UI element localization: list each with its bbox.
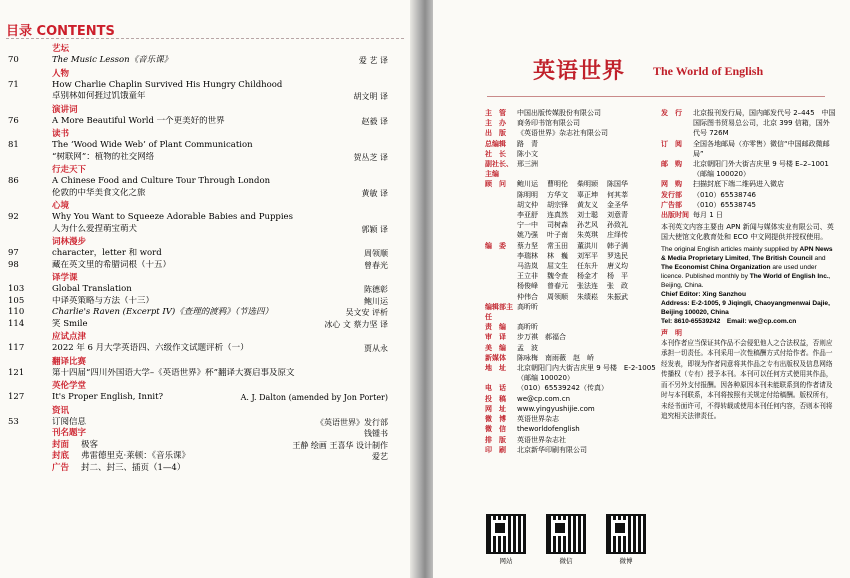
toc-entry[interactable] xyxy=(0,284,410,296)
person-name: 仲伟合 xyxy=(517,292,538,301)
entry-title: How Charlie Chaplin Survived His Hungry Childhood xyxy=(52,79,283,90)
masthead-value: 北京朝阳门内大街吉庆里 9 号楼 E-2-1005（邮编 100020） xyxy=(517,364,656,383)
toc-entry[interactable] xyxy=(0,248,410,260)
intro-en xyxy=(661,245,836,290)
intro-en-publisher: The World of English Inc. xyxy=(749,272,829,280)
person-name: 朱英琪 xyxy=(577,231,598,240)
masthead-key: 主 办 xyxy=(485,119,506,128)
person-name: 鲍川运 xyxy=(517,180,538,189)
entry-credit: 贺丛芝 译 xyxy=(353,152,388,162)
person-name: 柴明颎 xyxy=(577,180,598,189)
person-name: 张法连 xyxy=(577,282,598,291)
entry-title: A Chinese Food and Culture Tour Through London xyxy=(52,176,271,186)
page-number: 76 xyxy=(8,115,19,126)
person-name: 唐义均 xyxy=(607,262,628,271)
section-heading: 人物 xyxy=(52,68,70,79)
credit-row xyxy=(52,440,410,452)
person-name: 朱绩崧 xyxy=(577,292,598,301)
masthead-row xyxy=(485,108,665,118)
qr-wechat[interactable] xyxy=(546,514,586,565)
chief-editor: Chief Editor: Xing Sanzhou xyxy=(661,290,746,298)
masthead-key: 主 管 xyxy=(485,109,506,117)
credit-text: 弗雷德里克·莱顿：《音乐课》 xyxy=(81,451,190,461)
masthead-key: 微 信 xyxy=(485,425,506,434)
section-heading: 读书 xyxy=(52,129,70,139)
section-heading: 心境 xyxy=(52,201,70,211)
person-name: 杨金才 xyxy=(577,272,598,281)
masthead-key: 地 址 xyxy=(485,364,506,373)
masthead-row xyxy=(485,302,665,322)
person-name: 曹明伦 xyxy=(547,180,568,189)
section-heading: 词林漫步 xyxy=(52,237,87,247)
person-name: 李亚舒 xyxy=(517,211,538,220)
masthead-key: 审 译 xyxy=(485,333,506,342)
masthead-row xyxy=(485,139,665,149)
contents-title-en: CONTENTS xyxy=(36,24,115,39)
masthead-value: 《英语世界》杂志社有限公司 xyxy=(517,129,608,138)
qr-label: 微博 xyxy=(619,557,633,565)
toc-entry[interactable] xyxy=(0,176,410,199)
person-name: 杨俊峰 xyxy=(517,282,538,291)
entry-credit: A. J. Dalton (amended by Jon Porter) xyxy=(240,393,388,402)
person-name: 叶子南 xyxy=(547,231,568,240)
masthead-value: 英语世界杂志社 xyxy=(517,435,566,444)
masthead-value: 陈咏梅 南雨薇 赵 峤 xyxy=(517,353,594,362)
qr-code-icon xyxy=(546,514,586,554)
masthead-value: 英语世界杂志 xyxy=(517,415,559,424)
entry-title: 笑 Smile xyxy=(52,318,88,329)
person-name: 陈明明 xyxy=(517,190,538,199)
person-name: 方华文 xyxy=(547,190,568,199)
masthead-value: 每月 1 日 xyxy=(693,211,723,220)
toc-entry[interactable] xyxy=(0,260,410,272)
section-heading: 应试点津 xyxy=(52,332,87,342)
tel-email-en: Tel: 8610-65539242 Email: we@cp.com.cn xyxy=(661,317,797,325)
credit-text: 封二、封三、插页（1—4） xyxy=(81,462,186,473)
masthead-key: 总编辑 xyxy=(485,139,506,148)
masthead-value: 邢三洲 xyxy=(517,160,538,169)
entry-credit: 曾春光 xyxy=(364,260,388,270)
masthead-key: 网 购 xyxy=(661,180,682,189)
entry-credit: 吴文安 评析 xyxy=(345,308,388,317)
toc-entry[interactable] xyxy=(0,212,410,235)
masthead-row xyxy=(485,159,665,179)
credit-row xyxy=(52,451,410,463)
person-name: 陈国华 xyxy=(607,180,628,189)
toc-entry[interactable] xyxy=(0,319,410,331)
calligraphy-credit xyxy=(52,428,410,440)
entry-title: 订阅信息 xyxy=(52,416,87,427)
entry-title: “树联网”：植物的社交网络 xyxy=(52,151,155,162)
masthead-key: 微 博 xyxy=(485,415,506,424)
masthead-row xyxy=(661,108,836,139)
contents-list xyxy=(0,42,410,474)
qr-code-icon xyxy=(606,514,646,554)
masthead-key: 广告部 xyxy=(661,200,682,209)
person-name: 刘士聪 xyxy=(577,211,598,220)
page-number: 97 xyxy=(8,248,19,258)
masthead-row xyxy=(661,200,836,210)
masthead-value: 北京报刊发行局，国内邮发代号 2–445 中国国际图书贸易总公司，北京 399 信箱，国外代号 726M xyxy=(693,109,836,138)
masthead-row xyxy=(485,343,665,353)
intro-en-text: and xyxy=(812,254,826,262)
page-number: 114 xyxy=(8,318,25,329)
entry-credit: 鲍川运 xyxy=(364,296,388,306)
masthead-key: 邮 购 xyxy=(661,160,682,169)
entry-title: It's Proper English, Innit? xyxy=(52,392,164,402)
entry-title: 伦敦的中华美食文化之旅 xyxy=(52,187,146,198)
person-name: 董洪川 xyxy=(577,241,598,250)
group-label: 编 委 xyxy=(485,241,506,250)
toc-entry[interactable] xyxy=(0,296,410,308)
entry-title: Global Translation xyxy=(52,284,132,294)
entry-credit: 郭颖 译 xyxy=(361,224,388,234)
qr-code-icon xyxy=(486,514,526,554)
qr-codes xyxy=(486,514,646,565)
masthead-key: 出版时间 xyxy=(661,211,689,220)
section-heading: 行走天下 xyxy=(52,165,87,175)
masthead-row xyxy=(485,118,665,128)
masthead-row xyxy=(485,353,665,363)
contents-page xyxy=(0,0,417,578)
person-name: 司树森 xyxy=(547,221,568,230)
credit-by: 爱艺 xyxy=(372,452,388,461)
masthead-key: 印 刷 xyxy=(485,445,506,454)
person-name: 林 巍 xyxy=(547,251,568,260)
intro-cn: 本刊英文内容主要由 APN 新闻与媒体实业有限公司、英国大使馆文化教育处和 ECO 中文网提供并授权使用。 xyxy=(661,223,834,242)
person-name: 李瑞林 xyxy=(517,251,538,260)
entry-title: A More Beautiful World 一个更美好的世界 xyxy=(52,115,225,126)
magazine-logo-cn: 英语世界 xyxy=(533,58,626,84)
masthead-staff-column xyxy=(485,108,665,455)
qr-weibo[interactable] xyxy=(606,514,646,565)
masthead-value: 北京朝阳门外大街吉庆里 9 号楼 E–2–1001（邮编 100020） xyxy=(693,160,829,179)
toc-entry[interactable] xyxy=(0,417,410,429)
person-name: 刘意青 xyxy=(607,211,628,220)
person-name: 马浩岚 xyxy=(517,262,538,271)
entry-title: The ‘Wood Wide Web’ of Plant Communication xyxy=(52,140,253,150)
person-name: 胡文仲 xyxy=(517,200,538,209)
credit-key: 封底 xyxy=(52,451,70,461)
person-name: 连真然 xyxy=(547,211,568,220)
masthead-value: 中国出版传媒股份有限公司 xyxy=(517,109,601,117)
masthead-value: 孟 波 xyxy=(517,343,538,352)
masthead-value: 步万祺 郝福合 xyxy=(517,333,566,342)
masthead-value: （010）65539242（传真） xyxy=(517,384,608,393)
person-name: 韩子满 xyxy=(607,241,628,250)
masthead-row xyxy=(485,363,665,383)
entry-credit: 《英语世界》发行部 xyxy=(316,417,388,427)
masthead-key: 发 行 xyxy=(661,109,682,117)
entry-credit: 赵毅 译 xyxy=(361,116,388,126)
masthead-key: 编辑部主任 xyxy=(485,302,513,322)
person-name: 张 政 xyxy=(607,282,628,291)
entry-title: Why You Want to Squeeze Adorable Babies and Puppies xyxy=(52,212,293,222)
masthead-row xyxy=(661,159,836,179)
entry-credit: 爱 艺 译 xyxy=(358,56,388,65)
page-number: 117 xyxy=(8,343,25,353)
masthead-key: 订 阅 xyxy=(661,139,682,148)
masthead-row xyxy=(485,383,665,393)
qr-label: 微信 xyxy=(559,557,573,565)
group-label: 顾 问 xyxy=(485,180,506,189)
masthead-value: 高昕昕 xyxy=(517,302,538,311)
masthead-key: 发行部 xyxy=(661,190,682,199)
contents-title-cn: 目录 xyxy=(6,24,33,39)
masthead-value: we@cp.com.cn xyxy=(517,394,571,403)
credit-value: 钱锺书 xyxy=(364,429,388,438)
toc-entry[interactable] xyxy=(0,140,410,163)
credit-row xyxy=(52,463,410,475)
intro-en-economist: The Economist China Organization xyxy=(661,263,771,271)
masthead-info-column xyxy=(661,108,836,422)
entry-title: 人为什么爱捏萌宝萌犬 xyxy=(52,223,138,234)
masthead-key: 电 话 xyxy=(485,384,506,393)
distribution-info xyxy=(661,108,836,220)
masthead-group xyxy=(485,241,665,302)
person-name: 周领顺 xyxy=(547,292,568,301)
masthead-value: （010）65538745 xyxy=(693,200,756,209)
qr-website[interactable] xyxy=(486,514,526,565)
entry-title: character，letter 和 word xyxy=(52,248,162,258)
person-name: 金圣华 xyxy=(607,200,628,209)
qr-label: 网站 xyxy=(499,557,513,565)
entry-credit: 周领顺 xyxy=(364,249,388,258)
masthead-row xyxy=(661,190,836,200)
statement-label: 声 明 xyxy=(661,328,682,337)
masthead-row xyxy=(485,149,665,159)
toc-entry[interactable] xyxy=(0,307,410,319)
masthead-key: 投 稿 xyxy=(485,394,506,403)
entry-title: 藏在英文里的希腊词根（十五） xyxy=(52,259,172,270)
toc-entry[interactable] xyxy=(0,392,410,404)
page-number: 121 xyxy=(8,367,25,378)
masthead-key: 责 编 xyxy=(485,323,506,332)
toc-entry[interactable] xyxy=(0,368,410,380)
masthead-row xyxy=(485,322,665,332)
magazine-logo-en: The World of English xyxy=(653,64,764,78)
page-number: 127 xyxy=(8,392,25,402)
entry-credit: 冰心 文 蔡力坚 译 xyxy=(324,319,388,329)
masthead-value: 扫描封底下端二维码进入微店 xyxy=(693,180,784,189)
entry-title: The Music Lesson《音乐课》 xyxy=(52,55,173,65)
masthead-key: 网 址 xyxy=(485,404,506,413)
masthead-value: 商务印书馆有限公司 xyxy=(517,119,580,128)
person-name: 庄绎传 xyxy=(607,231,628,240)
masthead-key: 出 版 xyxy=(485,129,506,138)
section-heading: 英伦学堂 xyxy=(52,381,87,391)
intro-en-text: , Beijing, China. xyxy=(661,272,831,289)
masthead-row xyxy=(485,414,665,424)
person-name: 蔡力坚 xyxy=(517,241,538,250)
toc-entry[interactable] xyxy=(0,80,410,103)
section-heading: 演讲词 xyxy=(52,104,78,115)
person-name: 辜正坤 xyxy=(577,190,598,199)
credit-key: 广告 xyxy=(52,462,70,473)
person-name: 何其莘 xyxy=(607,190,628,199)
toc-entry[interactable] xyxy=(0,55,410,67)
masthead-divider xyxy=(487,96,825,97)
person-name: 魏令查 xyxy=(547,272,568,281)
person-name: 罗选民 xyxy=(607,251,628,260)
masthead-row xyxy=(661,139,836,159)
masthead-value: 路 青 xyxy=(517,139,538,148)
masthead-group xyxy=(485,179,665,240)
person-name: 胡宗锋 xyxy=(547,200,568,209)
intro-en-text: are used under licence. Published monthly by xyxy=(661,263,817,280)
credit-label: 刊名题字 xyxy=(52,428,87,438)
masthead-key: 排 版 xyxy=(485,435,506,444)
contents-title xyxy=(6,20,115,39)
page-number: 92 xyxy=(8,212,19,222)
credit-key: 封面 xyxy=(52,439,70,450)
masthead-value: theworldofenglish xyxy=(517,425,580,434)
entry-credit: 陈德彰 xyxy=(364,285,388,294)
person-name: 朱振武 xyxy=(607,292,628,301)
page-number: 110 xyxy=(8,307,25,317)
credit-by: 王静 绘画 王喜华 设计制作 xyxy=(292,440,388,450)
person-name: 任东升 xyxy=(577,262,598,271)
masthead-value: （010）65538746 xyxy=(693,190,756,199)
person-name: 姚乃强 xyxy=(517,231,538,240)
intro-en-text: The original English articles mainly supplied by xyxy=(661,245,800,253)
intro-en-text: , xyxy=(748,254,753,262)
masthead-row xyxy=(485,435,665,445)
section-heading: 翻译比赛 xyxy=(52,356,87,367)
masthead-row xyxy=(485,404,665,414)
masthead-row xyxy=(485,424,665,434)
person-name: 孙致礼 xyxy=(607,221,628,230)
entry-credit: 胡文明 译 xyxy=(353,92,388,101)
masthead-row xyxy=(485,445,665,455)
section-heading: 译学课 xyxy=(52,273,78,283)
page-number: 70 xyxy=(8,55,19,65)
page-number: 98 xyxy=(8,259,19,270)
entry-credit: 黄敏 译 xyxy=(361,188,388,198)
intro-en-council: The British Council xyxy=(752,254,813,262)
section-heading: 资讯 xyxy=(52,405,70,416)
masthead-row xyxy=(661,179,836,189)
section-heading: 艺坛 xyxy=(52,44,70,54)
entry-title: 第十四届“四川外国语大学–《英语世界》杯”翻译大赛启事及原文 xyxy=(52,367,295,378)
contents-divider xyxy=(6,38,404,39)
page-number: 105 xyxy=(8,295,25,306)
entry-credit: 贾从永 xyxy=(364,344,388,353)
masthead-value: 高昕昕 xyxy=(517,323,538,332)
address-en: Address: E-2-1005, 9 Jiqingli, Chaoyangmenwai Dajie, Beijing 100020, China xyxy=(661,299,830,316)
masthead-value: 陈小文 xyxy=(517,149,538,158)
page-number: 81 xyxy=(8,140,19,150)
intro-en-apn: APN News & Media Proprietary Limited xyxy=(661,245,833,262)
person-name: 曾春元 xyxy=(547,282,568,291)
person-name: 屈文生 xyxy=(547,262,568,271)
person-name: 杨 平 xyxy=(607,272,628,281)
masthead-key: 社 长 xyxy=(485,149,506,158)
name-grid xyxy=(517,179,635,240)
person-name: 常玉田 xyxy=(547,241,568,250)
entry-title: 卓别林如何捱过饥饿童年 xyxy=(52,91,146,101)
person-name: 王立非 xyxy=(517,272,538,281)
masthead-value: 北京新华印刷有限公司 xyxy=(517,445,587,454)
statement xyxy=(661,328,836,338)
masthead-value: 全国各地邮局（亦零售）微信“中国邮政微邮局” xyxy=(693,139,830,158)
person-name: 孙艺风 xyxy=(577,221,598,230)
person-name: 黄友义 xyxy=(577,200,598,209)
page-number: 86 xyxy=(8,176,19,186)
toc-entry[interactable] xyxy=(0,116,410,128)
entry-title: 2022 年 6 月大学英语四、六级作文试题评析（一） xyxy=(52,343,249,353)
page-number: 53 xyxy=(8,416,19,427)
masthead-page xyxy=(433,0,850,578)
credit-text: 极客 xyxy=(81,439,99,450)
masthead-row xyxy=(485,332,665,342)
page-number: 103 xyxy=(8,284,25,294)
statement-text: 本刊作者应当保证其作品不会侵犯他人之合法权益，否则应承担一切责任。本刊采用一次性稿酬方式付给作者。作品一经发表，即视为作者同意将其作品之专有出版权及信息网络传播权（专有）授予本刊。本刊可以任何方式使用其作品，而不另外支付报酬。因各种原因本刊未能联系到的作者请及时与本刊联系，本刊将按照有关规定付给稿酬。版权所有，未经书面许可，不得转载或使用本刊任何内容，否则本刊将追究相关法律责任。 xyxy=(661,338,833,421)
person-name: 刘军平 xyxy=(577,251,598,260)
toc-entry[interactable] xyxy=(0,343,410,355)
page-number: 71 xyxy=(8,79,19,90)
masthead-row xyxy=(661,210,836,220)
person-name: 宁一中 xyxy=(517,221,538,230)
masthead-key: 新媒体 xyxy=(485,353,506,362)
name-grid xyxy=(517,241,635,302)
masthead-value: www.yingyushijie.com xyxy=(517,404,595,413)
masthead-row xyxy=(485,394,665,404)
entry-title: Charlie's Raven (Excerpt IV)《查理的渡鸦》（节选四） xyxy=(52,307,273,317)
masthead-key: 副社长、主编 xyxy=(485,160,513,179)
entry-title: 中译英策略与方法（十三） xyxy=(52,295,155,306)
masthead-key: 美 编 xyxy=(485,343,506,352)
masthead-row xyxy=(485,128,665,138)
